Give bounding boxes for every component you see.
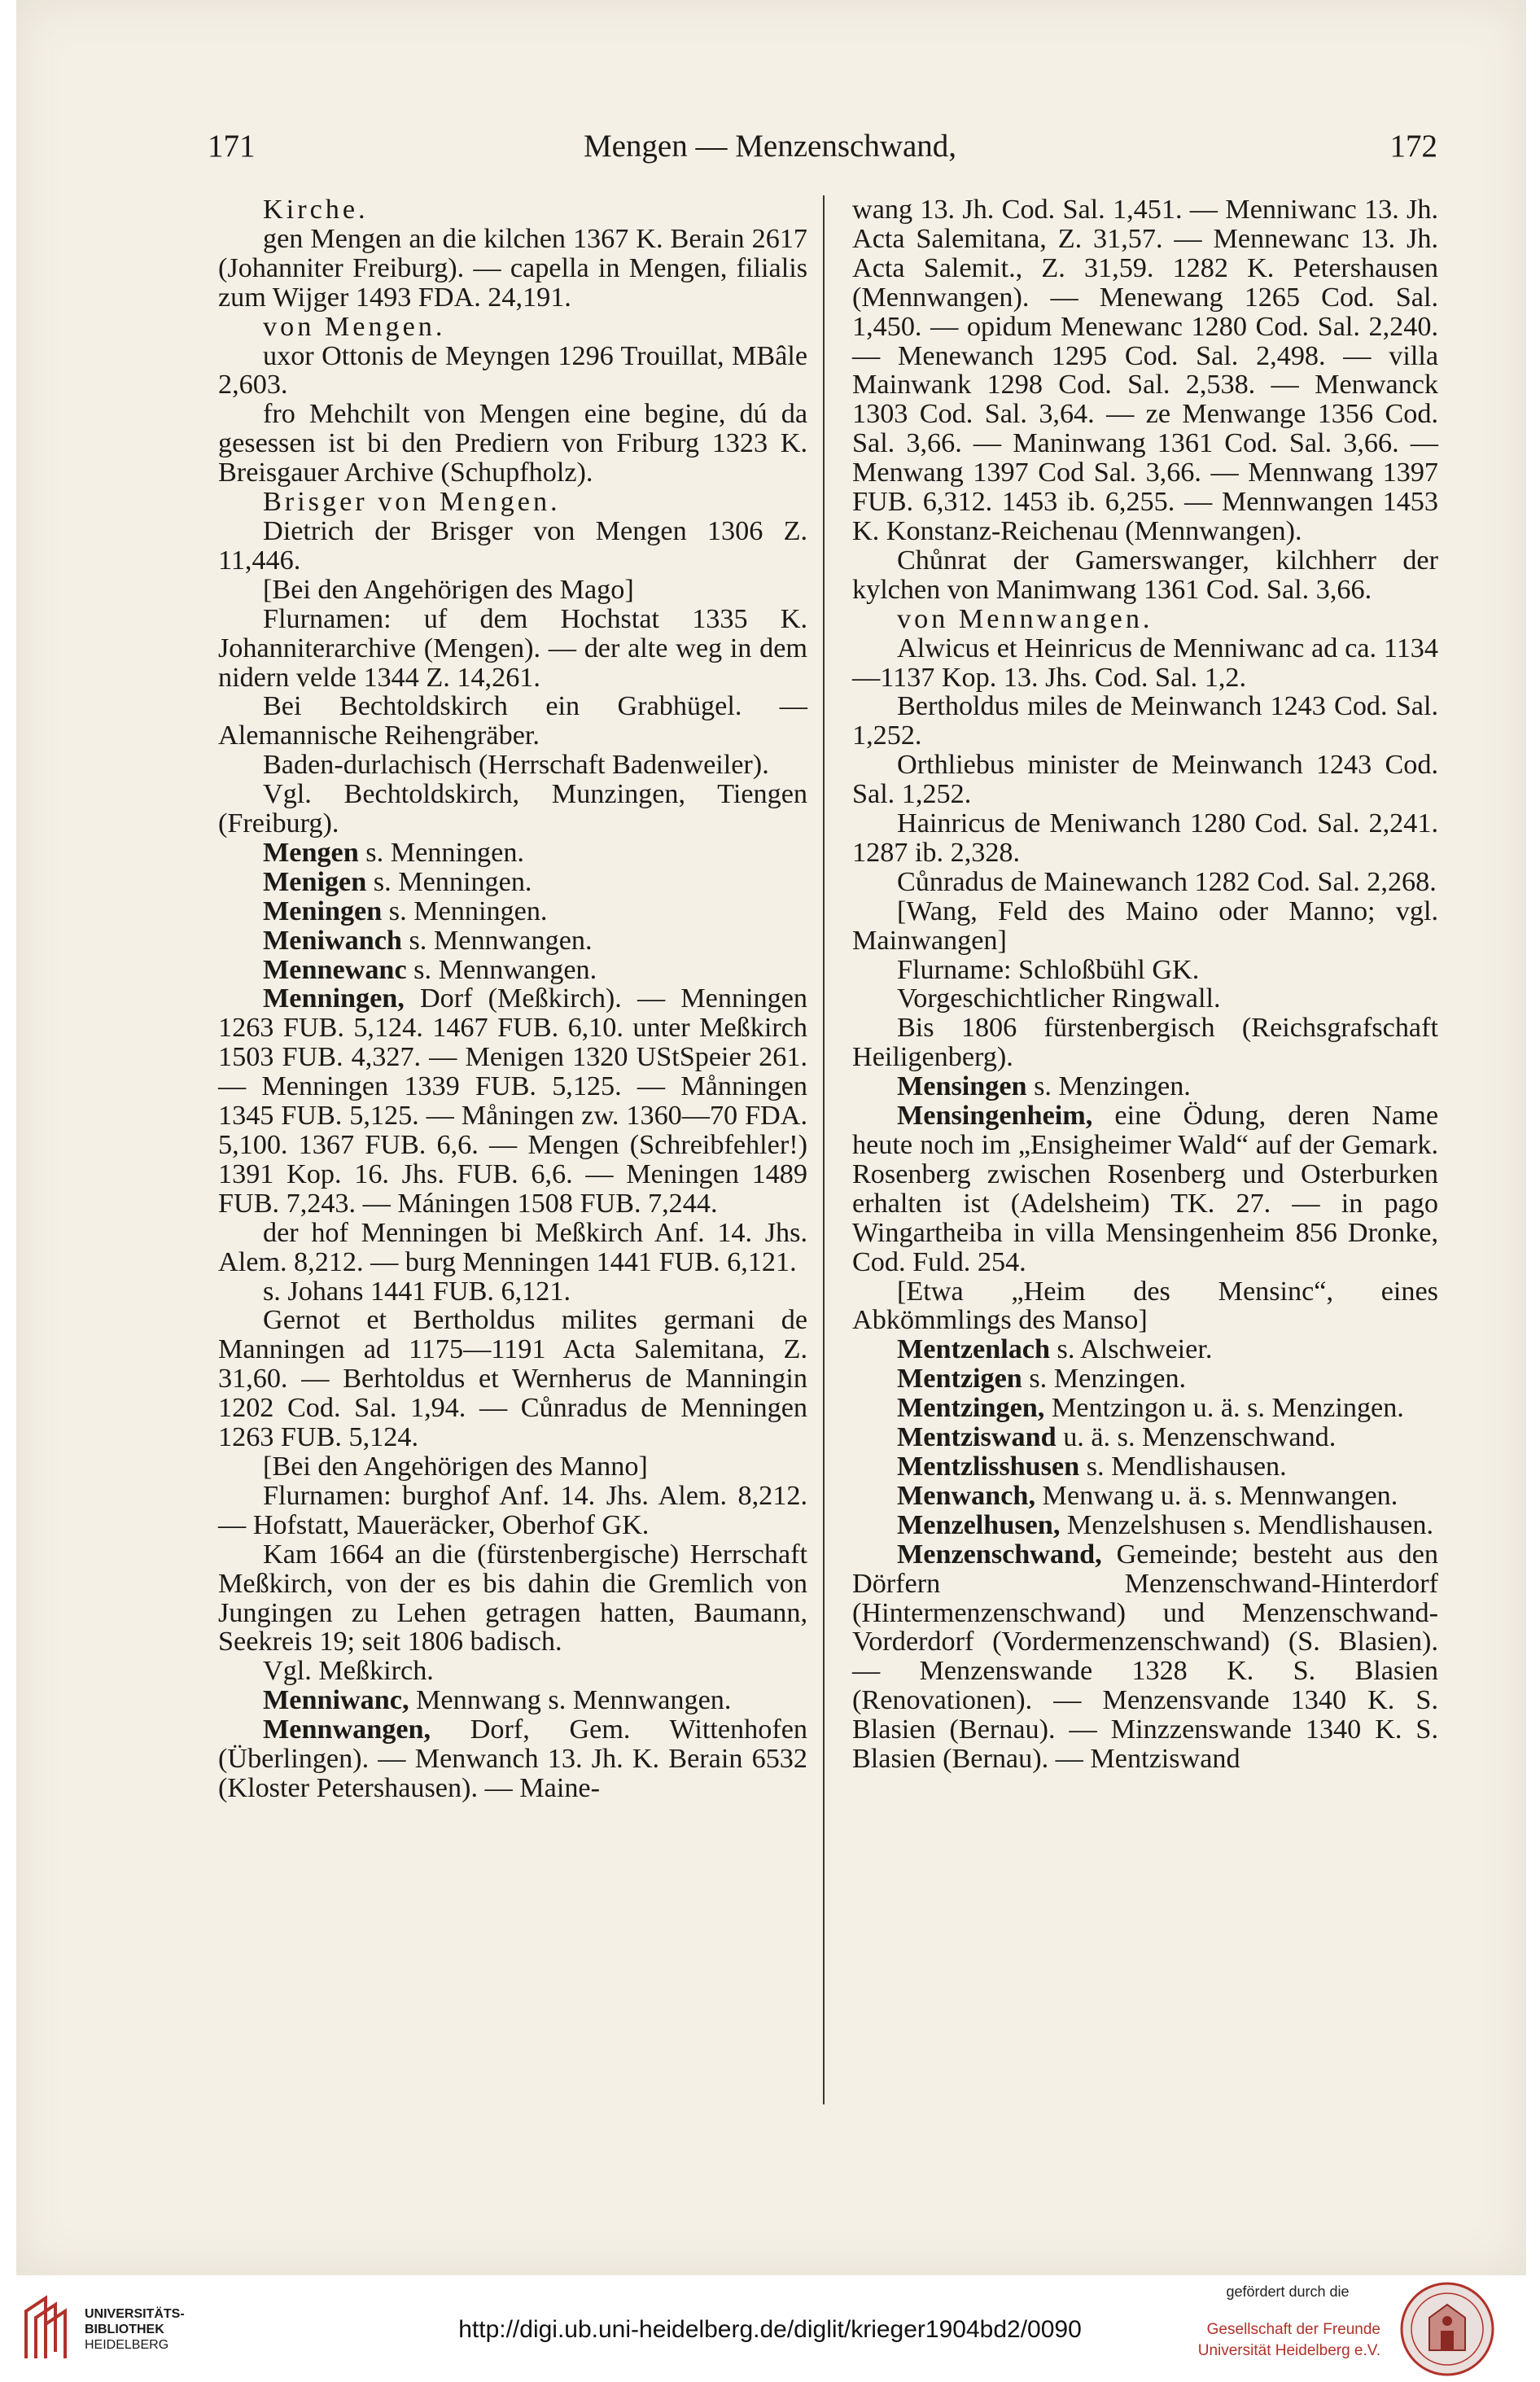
paragraph: gen Mengen an die kilchen 1367 K. Berain 2617 (Johanniter Freiburg). — capella in Mengen, filialis zum Wijger 1493 FDA. 24,191. xyxy=(218,223,807,313)
paragraph: Bei Bechtoldskirch ein Grabhügel. — Alemannische Reihengräber. xyxy=(218,691,807,751)
paragraph: [Bei den Angehörigen des Mago] xyxy=(263,574,634,605)
source-url-link[interactable]: http://digi.ub.uni-heidelberg.de/diglit/krieger1904bd2/0090 xyxy=(458,2316,1082,2343)
paragraph: Bertholdus miles de Meinwanch 1243 Cod. Sal. 1,252. xyxy=(852,691,1438,751)
lemma-entry: Mentzenlach s. Alschweier. xyxy=(897,1334,1213,1365)
lemma-headword: Menigen xyxy=(263,866,367,897)
paragraph: Flurname: Schloßbühl GK. xyxy=(897,954,1200,985)
lemma-headword: Meniwanch xyxy=(263,925,402,956)
lemma-entry: Mennewanc s. Mennwangen. xyxy=(263,954,597,985)
lemma-entry: Mentziswand u. ä. s. Menzenschwand. xyxy=(897,1422,1337,1453)
lemma-entry: Meningen s. Menningen. xyxy=(263,895,548,926)
lemma-headword: Mentzenlach xyxy=(897,1334,1050,1365)
library-name-line: UNIVERSITÄTS- xyxy=(85,2307,185,2321)
paragraph: Gernot et Bertholdus milites germani de Manningen ad 1175—1191 Acta Salemitana, Z. 31,60. — Berhtoldus et Wernherus de Manningin 1202 Cod. Sal. 1,94. — Cůnradus de Menningen 1263 FUB. 5,124. xyxy=(218,1305,807,1453)
lemma-headword: Menzenschwand, xyxy=(897,1539,1102,1570)
funded-by-label: gefördert durch die xyxy=(1226,2283,1350,2300)
paragraph: wang 13. Jh. Cod. Sal. 1,451. — Menniwanc 13. Jh. Acta Salemitana, Z. 31,57. — Mennewanc 13. Jh. Acta Salemit., Z. 31,59. 1282 K. Petershausen (Mennwangen). — Menewang 1265 Cod. Sal. 1,450. — opidum Menewanc 1280 Cod. Sal. 2,240. — Menewanch 1295 Cod. Sal. 2,498. — villa Mainwank 1298 Cod. Sal. 2,538. — Menwanck 1303 Cod. Sal. 3,64. — ze Menwange 1356 Cod. Sal. 3,66. — Maninwang 1361 Cod. Sal. 3,66. — Menwang 1397 Cod Sal. 3,66. — Mennwang 1397 FUB. 6,312. 1453 ib. 6,255. — Mennwangen 1453 K. Konstanz-Reichenau (Mennwangen). xyxy=(852,195,1438,546)
lemma-headword: Mentzingen, xyxy=(897,1393,1045,1424)
section-heading: Brisger von Mengen. xyxy=(263,487,561,518)
lemma-headword: Menwanch, xyxy=(897,1480,1035,1511)
lemma-entry: Menwanch, Menwang u. ä. s. Mennwangen. xyxy=(897,1480,1398,1511)
paragraph: Bis 1806 fürstenbergisch (Reichsgrafschaft Heiligenberg). xyxy=(852,1013,1438,1073)
library-name-line: BIBLIOTHEK xyxy=(85,2323,164,2336)
lemma-headword: Menningen, xyxy=(263,983,405,1014)
paragraph: [Bei den Angehörigen des Manno] xyxy=(263,1451,648,1482)
lemma-headword: Menzelhusen, xyxy=(897,1509,1061,1540)
paragraph: Vgl. Bechtoldskirch, Munzingen, Tiengen (Freiburg). xyxy=(218,779,807,839)
paragraph: Vgl. Meßkirch. xyxy=(263,1656,434,1687)
lemma-entry: Menniwanc, Mennwang s. Mennwangen. xyxy=(263,1685,732,1716)
lemma-entry: Mensingenheim, eine Ödung, deren Name heute noch im „Ensigheimer Wald“ auf der Gemark. Rosenberg zwischen Rosenberg und Osterburken erhalten ist (Adelsheim) TK. 27. — in pago Wingartheiba in villa Mensingenheim 856 Dronke, Cod. Fuld. 254. xyxy=(852,1101,1438,1277)
paragraph: Flurnamen: burghof Anf. 14. Jhs. Alem. 8,212. — Hofstatt, Maueräcker, Oberhof GK. xyxy=(218,1480,807,1540)
lemma-headword: Mentzigen xyxy=(897,1364,1022,1395)
lemma-headword: Menniwanc, xyxy=(263,1685,409,1716)
paragraph: Cůnradus de Mainewanch 1282 Cod. Sal. 2,268. xyxy=(897,866,1437,897)
page-number-left: 171 xyxy=(208,129,256,164)
lemma-entry: Mentzingen, Mentzingon u. ä. s. Menzingen. xyxy=(897,1393,1404,1424)
lemma-entry: Mensingen s. Menzingen. xyxy=(897,1071,1191,1102)
paragraph: s. Johans 1441 FUB. 6,121. xyxy=(263,1276,571,1307)
paragraph: der hof Menningen bi Meßkirch Anf. 14. Jhs. Alem. 8,212. — burg Menningen 1441 FUB. 6,121. xyxy=(218,1217,807,1277)
right-column xyxy=(852,195,1438,1774)
lemma-entry: Mengen s. Menningen. xyxy=(263,837,524,868)
lemma-entry: Mentzlisshusen s. Mendlishausen. xyxy=(897,1451,1287,1482)
lemma-entry: Mentzigen s. Menzingen. xyxy=(897,1364,1187,1395)
running-title: Mengen — Menzenschwand, xyxy=(583,129,957,164)
lemma-headword: Mennwangen, xyxy=(263,1714,431,1745)
lemma-headword: Mentzlisshusen xyxy=(897,1451,1080,1482)
lemma-entry: Menigen s. Menningen. xyxy=(263,866,532,897)
paragraph: Alwicus et Heinricus de Menniwanc ad ca. 1134—1137 Kop. 13. Jhs. Cod. Sal. 1,2. xyxy=(852,633,1438,693)
paragraph: Orthliebus minister de Meinwanch 1243 Cod. Sal. 1,252. xyxy=(852,750,1438,810)
paragraph: fro Mehchilt von Mengen eine begine, dú da gesessen ist bi den Prediern von Friburg 1323 K. Breisgauer Archive (Schupfholz). xyxy=(218,399,807,488)
paragraph: uxor Ottonis de Meyngen 1296 Trouillat, MBâle 2,603. xyxy=(218,340,807,401)
paragraph: Kam 1664 an die (fürstenbergische) Herrschaft Meßkirch, von der es bis dahin die Gremlich von Jungingen zu Lehen getragen hatten, Baumann, Seekreis 19; seit 1806 badisch. xyxy=(218,1539,807,1657)
lemma-headword: Meningen xyxy=(263,895,383,926)
section-heading: Kirche. xyxy=(263,195,369,225)
university-seal-icon xyxy=(1398,2280,1496,2378)
paragraph: Flurnamen: uf dem Hochstat 1335 K. Johanniterarchive (Mengen). — der alte weg in dem nidern velde 1344 Z. 14,261. xyxy=(218,603,807,693)
page-number-right: 172 xyxy=(1389,129,1437,164)
society-name: Gesellschaft der Freunde xyxy=(1206,2321,1380,2338)
paragraph: Hainricus de Meniwanch 1280 Cod. Sal. 2,241. 1287 ib. 2,328. xyxy=(852,808,1438,868)
column-divider xyxy=(823,195,825,2104)
paragraph: [Etwa „Heim des Mensinc“, eines Abkömmlings des Manso] xyxy=(852,1276,1438,1336)
lemma-headword: Mentziswand xyxy=(897,1422,1057,1453)
footer-bar xyxy=(0,2275,1540,2382)
lemma-entry: Mennwangen, Dorf, Gem. Wittenhofen (Überlingen). — Menwanch 13. Jh. K. Berain 6532 (Kloster Petershausen). — Maine- xyxy=(218,1714,807,1803)
lemma-entry: Menningen, Dorf (Meßkirch). — Menningen 1263 FUB. 5,124. 1467 FUB. 6,10. unter Meßkirch 1503 FUB. 4,327. — Menigen 1320 UStSpeier 261. — Menningen 1339 FUB. 5,125. — Månningen 1345 FUB. 5,125. — Måningen zw. 1360—70 FDA. 5,100. 1367 FUB. 6,6. — Mengen (Schreibfehler!) 1391 Kop. 16. Jhs. FUB. 6,6. — Meningen 1489 FUB. 7,243. — Máningen 1508 FUB. 7,244. xyxy=(218,983,807,1219)
lemma-entry: Meniwanch s. Mennwangen. xyxy=(263,925,593,956)
society-name: Universität Heidelberg e.V. xyxy=(1197,2342,1380,2359)
left-column xyxy=(218,195,807,1803)
lemma-headword: Mensingen xyxy=(897,1071,1027,1102)
lemma-entry: Menzelhusen, Menzelshusen s. Mendlishausen. xyxy=(897,1509,1433,1540)
paragraph: Baden-durlachisch (Herrschaft Badenweiler). xyxy=(263,750,769,781)
library-name-line: HEIDELBERG xyxy=(85,2338,169,2352)
paragraph: Dietrich der Brisger von Mengen 1306 Z. 11,446. xyxy=(218,515,807,576)
lemma-entry: Menzenschwand, Gemeinde; besteht aus den Dörfern Menzenschwand-Hinterdorf (Hintermenzenschwand) und Menzenschwand-Vorderdorf (Vordermenzenschwand) (S. Blasien). — Menzenswande 1328 K. S. Blasien (Renovationen). — Menzensvande 1340 K. S. Blasien (Bernau). — Minzzenswande 1340 K. S. Blasien (Bernau). — Mentziswand xyxy=(852,1539,1438,1775)
lemma-headword: Mennewanc xyxy=(263,954,407,985)
section-heading: von Mengen. xyxy=(263,311,446,342)
lemma-headword: Mensingenheim, xyxy=(897,1101,1093,1132)
lemma-headword: Mengen xyxy=(263,837,359,868)
paragraph: [Wang, Feld des Maino oder Manno; vgl. Mainwangen] xyxy=(852,895,1438,956)
section-heading: von Mennwangen. xyxy=(897,603,1153,634)
paragraph: Vorgeschichtlicher Ringwall. xyxy=(897,983,1221,1014)
paragraph: Chůnrat der Gamerswanger, kilchherr der kylchen von Manimwang 1361 Cod. Sal. 3,66. xyxy=(852,545,1438,605)
